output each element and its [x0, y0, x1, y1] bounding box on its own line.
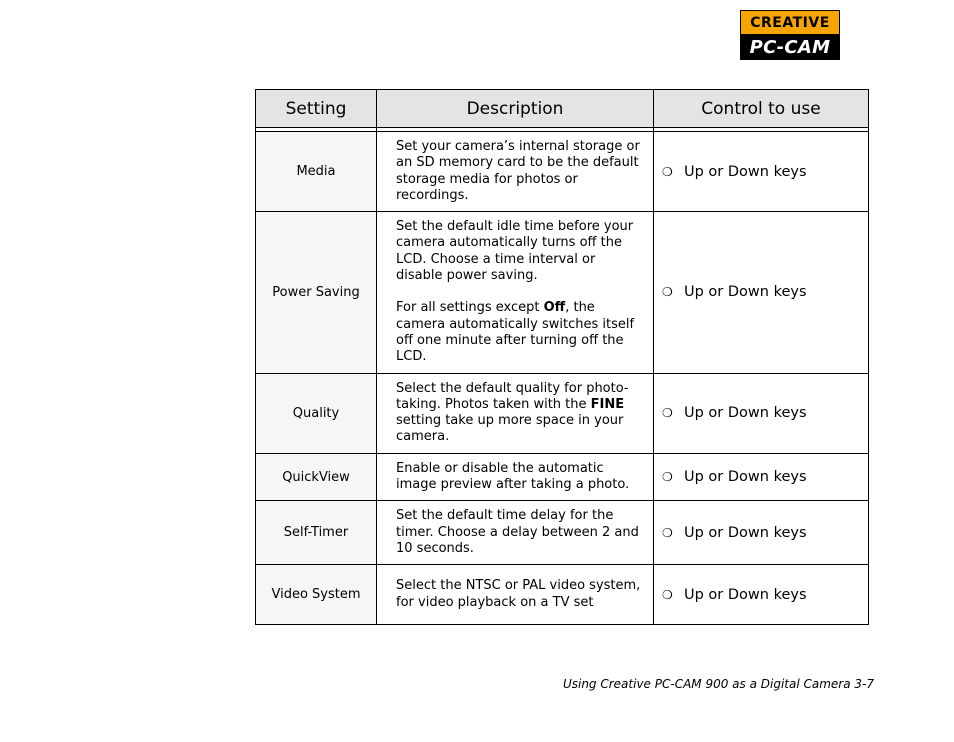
- setting-name: Self-Timer: [256, 501, 377, 565]
- control-text: Up or Down keys: [684, 163, 807, 180]
- control-text: Up or Down keys: [684, 284, 807, 301]
- setting-name: QuickView: [256, 453, 377, 501]
- table-row: [256, 132, 869, 212]
- control-cell: [654, 132, 869, 212]
- table-row: [256, 501, 869, 565]
- setting-name: Media: [256, 132, 377, 212]
- description-fragment: Select the default quality for photo-taking. Photos taken with the: [396, 380, 629, 412]
- description-bold: Off: [543, 300, 566, 316]
- setting-description: [377, 212, 654, 373]
- bullet-icon: ❍: [662, 525, 673, 540]
- description-text: [396, 381, 641, 446]
- logo-pccam-text: PC-CAM: [741, 35, 839, 60]
- description-text: Set the default idle time before your camera automatically turns off the LCD. Choose a time interval or disable power saving.: [396, 219, 634, 284]
- header-setting: Setting: [256, 90, 377, 128]
- bullet-icon: ❍: [662, 285, 673, 300]
- logo-creative-text: CREATIVE: [741, 11, 839, 35]
- setting-description: [377, 373, 654, 453]
- table-row: [256, 373, 869, 453]
- table-row: [256, 453, 869, 501]
- description-text: Set your camera’s internal storage or an SD memory card to be the default storage media for photos or recordings.: [396, 139, 640, 203]
- page-footer: Using Creative PC-CAM 900 as a Digital Camera 3-7: [562, 677, 874, 691]
- control-cell: [654, 453, 869, 501]
- setting-description: [377, 565, 654, 625]
- setting-description: [377, 501, 654, 565]
- description-text: Select the NTSC or PAL video system, for video playback on a TV set: [396, 578, 641, 610]
- setting-name: Quality: [256, 373, 377, 453]
- description-fragment: setting take up more space in your camera.: [396, 413, 624, 445]
- description-text: Enable or disable the automatic image preview after taking a photo.: [396, 460, 630, 493]
- table-header-row: [256, 90, 869, 128]
- creative-pc-cam-logo: [740, 10, 840, 60]
- control-cell: [654, 373, 869, 453]
- header-description: Description: [377, 90, 654, 128]
- control-text: Up or Down keys: [684, 524, 807, 541]
- header-control: Control to use: [654, 90, 869, 128]
- control-cell: [654, 212, 869, 373]
- setting-name: Power Saving: [256, 212, 377, 373]
- setting-description: [377, 453, 654, 501]
- description-fragment: , the camera automatically switches itself off one minute after turning off the LCD.: [396, 300, 635, 365]
- setting-description: [377, 132, 654, 212]
- bullet-icon: ❍: [662, 406, 673, 421]
- setting-name: Video System: [256, 565, 377, 625]
- description-text-2: [396, 300, 641, 365]
- control-text: Up or Down keys: [684, 586, 807, 603]
- control-cell: [654, 565, 869, 625]
- control-text: Up or Down keys: [684, 405, 807, 422]
- description-fragment: For all settings except: [396, 300, 544, 316]
- description-text: Set the default time delay for the timer. Choose a delay between 2 and 10 seconds.: [396, 508, 639, 556]
- bullet-icon: ❍: [662, 164, 673, 179]
- bullet-icon: ❍: [662, 470, 673, 485]
- description-bold: FINE: [590, 396, 625, 412]
- table-row: [256, 565, 869, 625]
- control-text: Up or Down keys: [684, 469, 807, 486]
- bullet-icon: ❍: [662, 587, 673, 602]
- control-cell: [654, 501, 869, 565]
- settings-table: [255, 89, 869, 625]
- table-row: [256, 212, 869, 373]
